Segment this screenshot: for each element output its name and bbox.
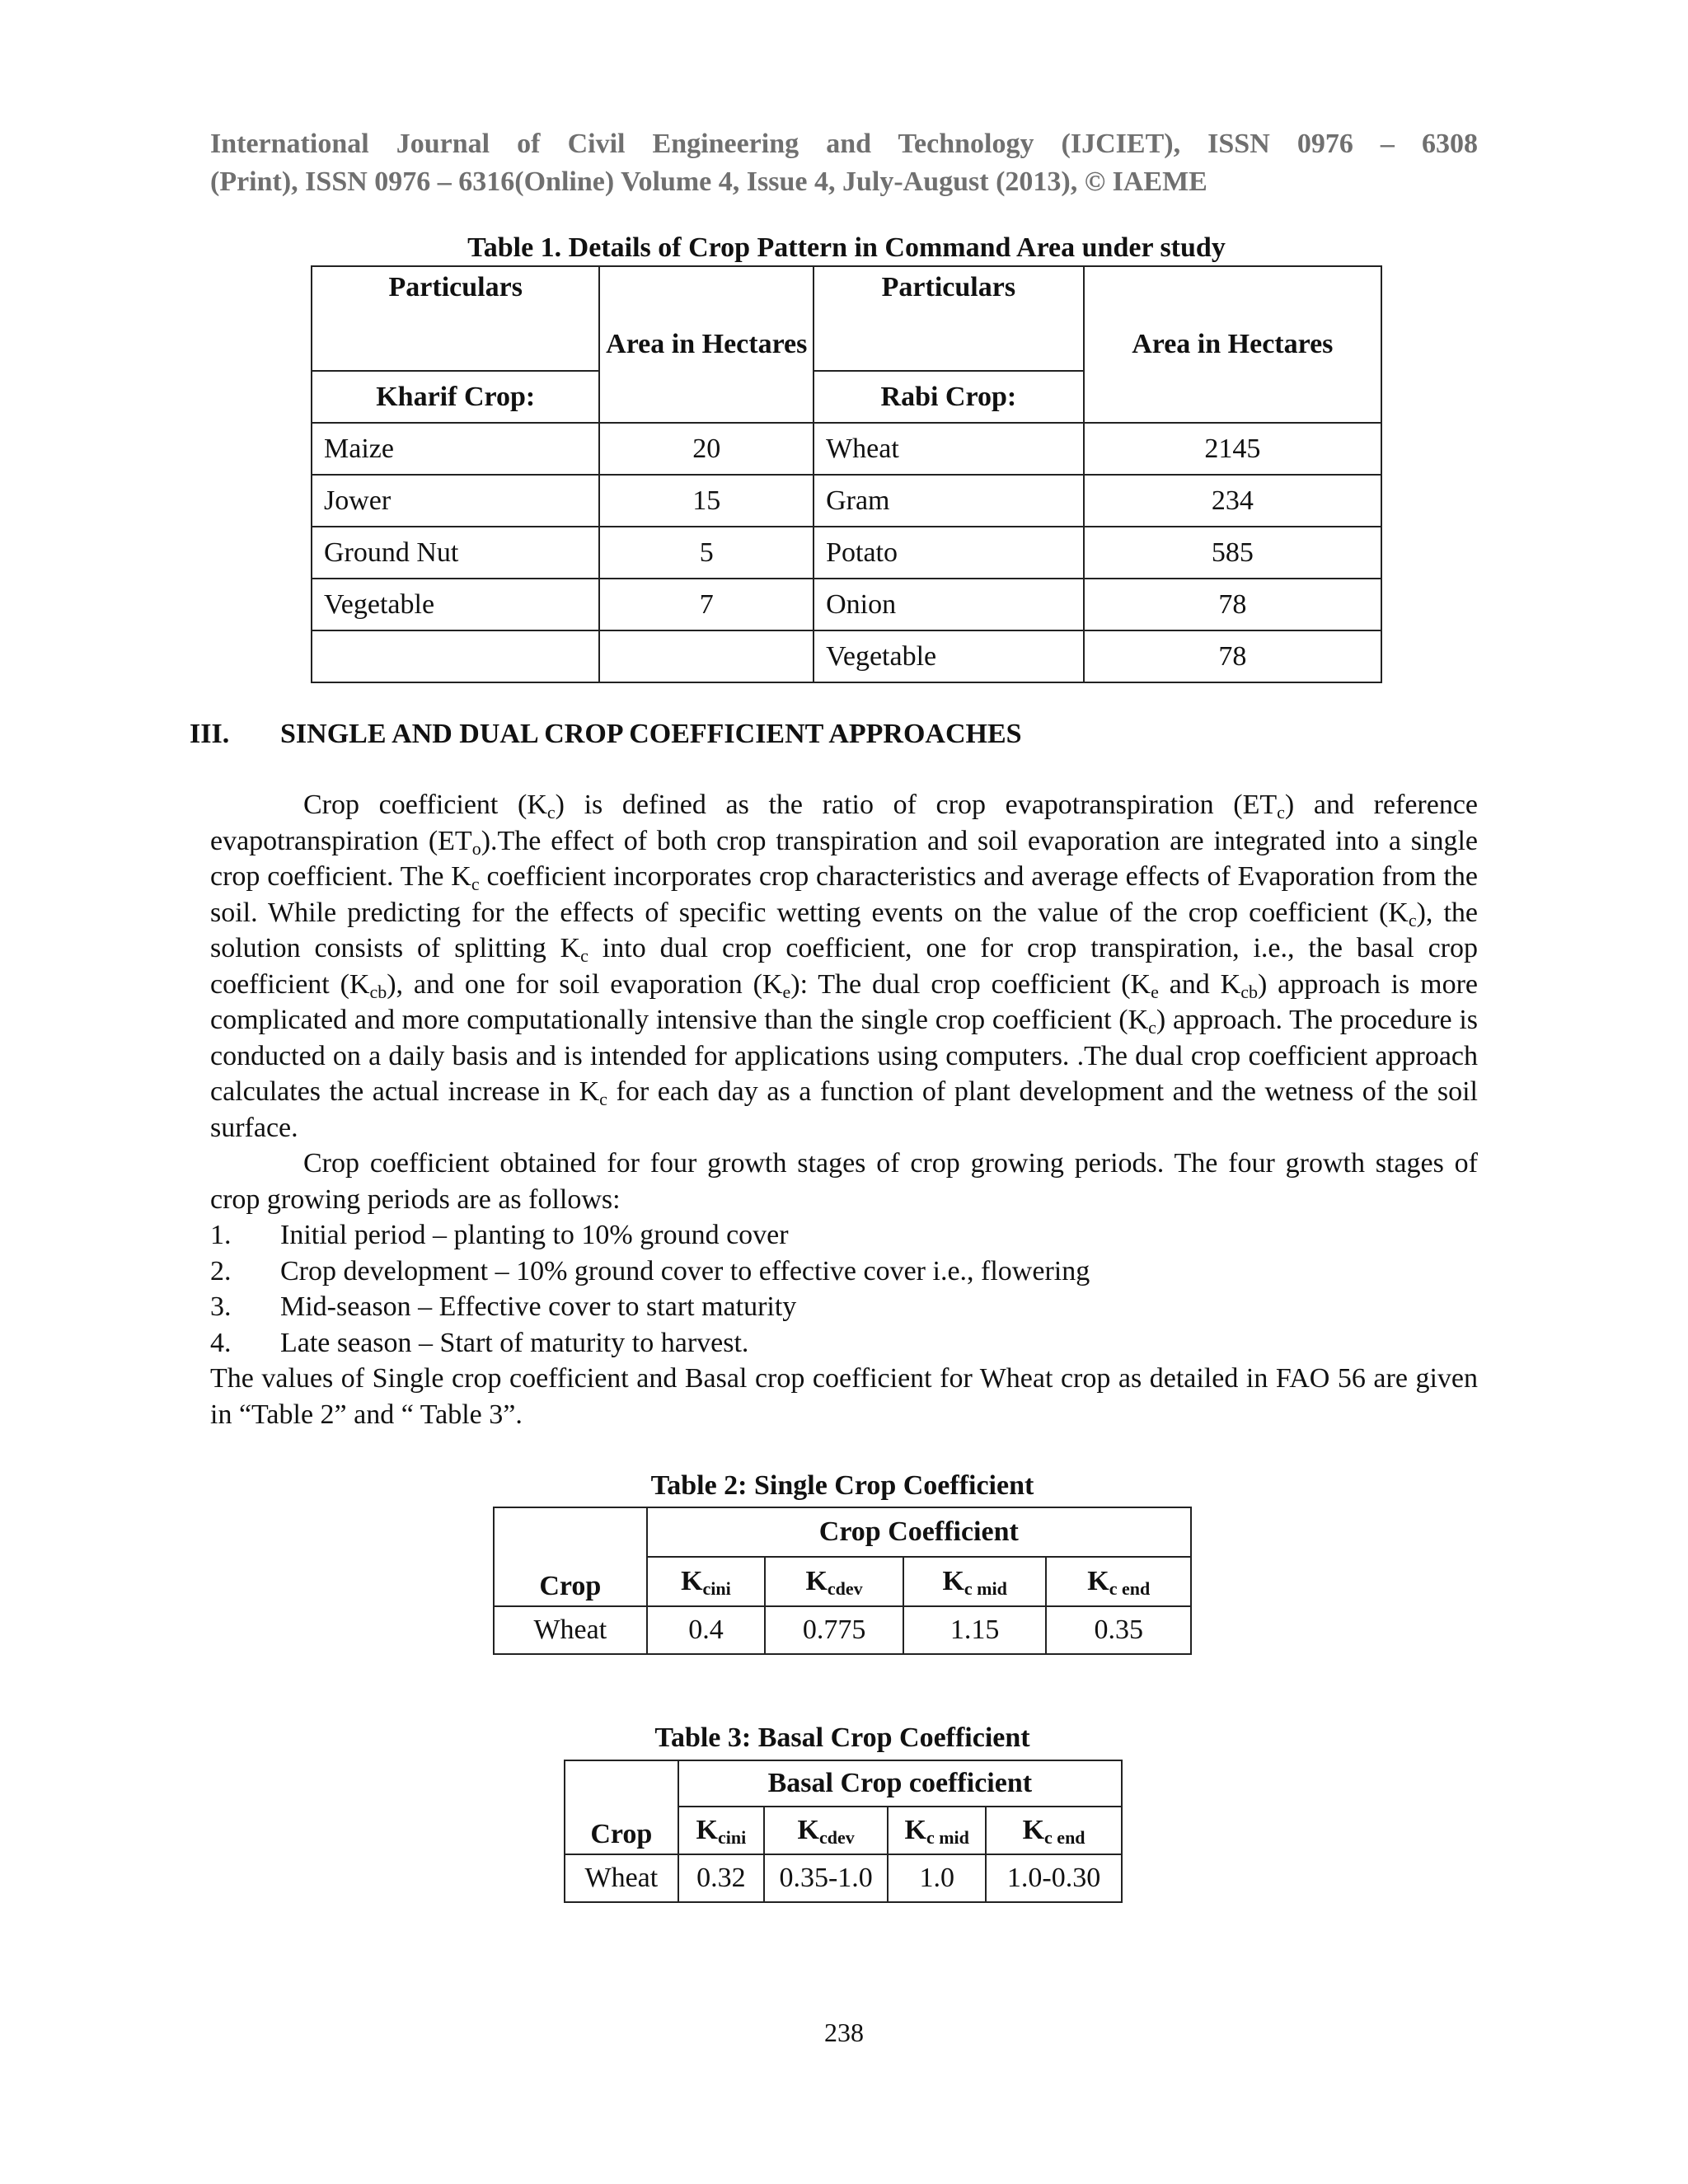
kharif-crop-cell: Maize bbox=[312, 423, 599, 475]
list-item: 1. Initial period – planting to 10% ground cover bbox=[210, 1220, 789, 1250]
table-row bbox=[312, 475, 1381, 527]
journal-header-line2: (Print), ISSN 0976 – 6316(Online) Volume 4, Issue 4, July-August (2013), © IAEME bbox=[210, 166, 1207, 197]
kc-mid-header: $K_{c mid}$ bbox=[888, 1807, 986, 1854]
table-row bbox=[494, 1606, 1191, 1654]
kc-end-header: $K_{c end}$ bbox=[986, 1807, 1122, 1854]
kharif-area-cell: 5 bbox=[599, 527, 814, 579]
crop-header: Crop bbox=[494, 1507, 647, 1606]
crop-cell: Wheat bbox=[565, 1854, 678, 1902]
kharif-area-cell: 7 bbox=[599, 579, 814, 630]
kc-dev-header: $K_{cdev}$ bbox=[765, 1557, 903, 1606]
kc-mid-header: $K_{c mid}$ bbox=[903, 1557, 1047, 1606]
crop-coefficient-header: Crop Coefficient bbox=[647, 1507, 1191, 1557]
section-heading bbox=[190, 719, 1022, 750]
value-cell: 1.15 bbox=[903, 1606, 1047, 1654]
kharif-crop-cell: Ground Nut bbox=[312, 527, 599, 579]
table-row bbox=[312, 630, 1381, 682]
value-cell: 0.32 bbox=[678, 1854, 764, 1902]
table2-caption: Table 2: Single Crop Coefficient bbox=[650, 1470, 1034, 1501]
table-row bbox=[312, 579, 1381, 630]
table-row bbox=[565, 1854, 1122, 1902]
kharif-area-header: Area in Hectares bbox=[599, 266, 814, 423]
table3-caption: Table 3: Basal Crop Coefficient bbox=[654, 1722, 1030, 1753]
kc-ini-header: $K_{cini}$ bbox=[678, 1807, 764, 1854]
kharif-crop-cell: Jower bbox=[312, 475, 599, 527]
growth-stage-list bbox=[210, 1217, 1478, 1361]
value-cell: 0.775 bbox=[765, 1606, 903, 1654]
journal-header bbox=[210, 125, 1478, 201]
rabi-area-cell: 78 bbox=[1084, 630, 1381, 682]
section-title: SINGLE AND DUAL CROP COEFFICIENT APPROACHES bbox=[280, 719, 1022, 749]
basal-crop-coefficient-table bbox=[564, 1760, 1123, 1903]
kc-dev-header: $K_{cdev}$ bbox=[764, 1807, 888, 1854]
table1-caption: Table 1. Details of Crop Pattern in Command Area under study bbox=[467, 232, 1226, 263]
page-number: 238 bbox=[824, 2018, 864, 2047]
rabi-crop-label: Rabi Crop: bbox=[814, 371, 1084, 423]
kharif-crop-cell: Vegetable bbox=[312, 579, 599, 630]
kc-end-header: $K_{c end}$ bbox=[1046, 1557, 1191, 1606]
rabi-crop-cell: Gram bbox=[814, 475, 1084, 527]
journal-header-line1: International Journal of Civil Engineering and Technology (IJCIET), ISSN 0976 – 6308 bbox=[210, 129, 1478, 159]
single-crop-coefficient-table bbox=[493, 1507, 1192, 1655]
rabi-area-cell: 585 bbox=[1084, 527, 1381, 579]
rabi-area-cell: 2145 bbox=[1084, 423, 1381, 475]
rabi-particulars-header: Particulars bbox=[814, 266, 1084, 371]
paragraph: Crop coefficient obtained for four growth stages of crop growing periods. The four growth stages of crop growing periods are as follows: bbox=[210, 1148, 1478, 1215]
list-item: 4. Late season – Start of maturity to harvest. bbox=[210, 1327, 749, 1358]
rabi-area-cell: 78 bbox=[1084, 579, 1381, 630]
kharif-crop-cell bbox=[312, 630, 599, 682]
value-cell: 1.0 bbox=[888, 1854, 986, 1902]
basal-coefficient-header: Basal Crop coefficient bbox=[678, 1760, 1122, 1807]
kharif-area-cell: 15 bbox=[599, 475, 814, 527]
rabi-crop-cell: Wheat bbox=[814, 423, 1084, 475]
paragraph: The values of Single crop coefficient and Basal crop coefficient for Wheat crop as detailed in FAO 56 are given in “Table 2” and “ Table 3”. bbox=[210, 1363, 1478, 1430]
kharif-particulars-header: Particulars bbox=[312, 266, 599, 371]
kharif-crop-label: Kharif Crop: bbox=[312, 371, 599, 423]
body-text bbox=[210, 787, 1478, 1432]
rabi-crop-cell: Potato bbox=[814, 527, 1084, 579]
table-row bbox=[312, 527, 1381, 579]
kc-ini-header: $K_{cini}$ bbox=[647, 1557, 766, 1606]
kharif-area-cell: 20 bbox=[599, 423, 814, 475]
table-row bbox=[312, 423, 1381, 475]
value-cell: 0.4 bbox=[647, 1606, 766, 1654]
value-cell: 0.35 bbox=[1046, 1606, 1191, 1654]
rabi-crop-cell: Onion bbox=[814, 579, 1084, 630]
list-item: 2. Crop development – 10% ground cover to effective cover i.e., flowering bbox=[210, 1255, 1090, 1286]
paragraph: Crop coefficient $(K_c)$ is defined as the ratio of crop evapotranspiration $(ET_c)$ and reference evapotranspiration $(ET_o).The$ effect of both crop transpiration and soil evaporation are integrated into a single crop coefficient. The $K_c$ coefficient incorporates crop characteristics and average effects of Evaporation from the soil. While predicting for the effects of specific wetting events on the value of the crop coefficient $(K_c)$, the solution consists of splitting $K_c$ into dual crop coefficient, one for crop transpiration, i.e., the basal crop coefficient $(K_{cb})$, and one for soil evaporation $(K_e)$: The dual crop coefficient ($K_e$ and $K_{cb}$) approach is more complicated and more computationally intensive than the single crop coefficient $(K_c)$ approach. The procedure is conducted on a daily basis and is intended for applications using computers. .The dual crop coefficient approach calculates the actual increase in $K_c$ for each day as a function of plant development and the wetness of the soil surface. bbox=[210, 790, 1479, 1143]
crop-cell: Wheat bbox=[494, 1606, 647, 1654]
rabi-area-cell: 234 bbox=[1084, 475, 1381, 527]
rabi-crop-cell: Vegetable bbox=[814, 630, 1084, 682]
value-cell: 0.35-1.0 bbox=[764, 1854, 888, 1902]
rabi-area-header: Area in Hectares bbox=[1084, 266, 1381, 423]
crop-header: Crop bbox=[565, 1760, 678, 1854]
list-item: 3. Mid-season – Effective cover to start maturity bbox=[210, 1291, 797, 1322]
value-cell: 1.0-0.30 bbox=[986, 1854, 1122, 1902]
section-number: III. bbox=[190, 719, 230, 749]
crop-pattern-table bbox=[311, 265, 1382, 683]
kharif-area-cell bbox=[599, 630, 814, 682]
